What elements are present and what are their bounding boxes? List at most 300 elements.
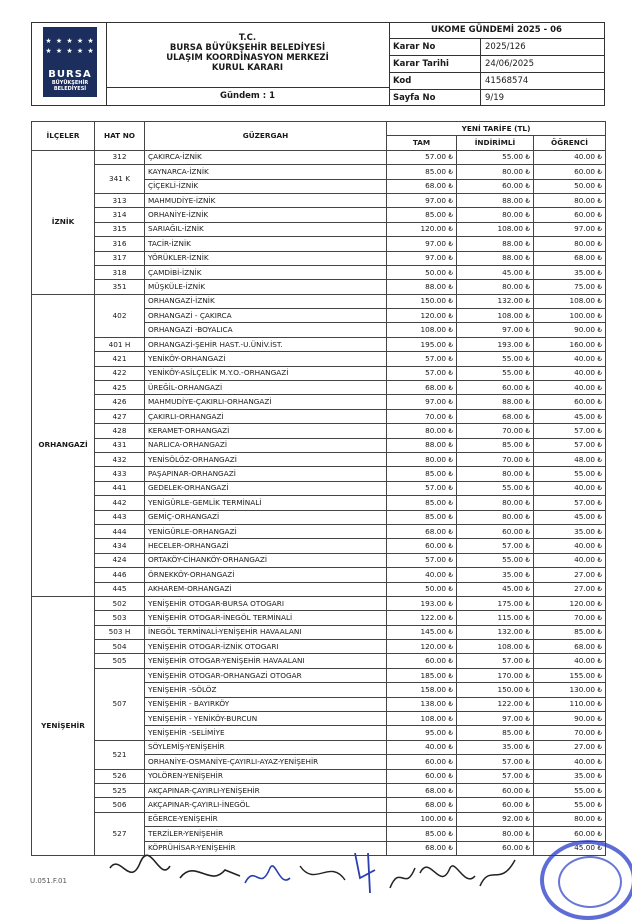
indirimli-cell: 80.00 ₺ xyxy=(457,467,534,481)
meta-row-sayfa-no xyxy=(389,90,604,107)
indirimli-cell: 55.00 ₺ xyxy=(457,366,534,380)
meta-label: Karar No xyxy=(393,42,436,52)
ogrenci-cell: 130.00 ₺ xyxy=(534,683,606,697)
logo-city: BURSA xyxy=(48,69,92,80)
route-cell: ORHANGAZİ - ÇAKIRCA xyxy=(145,309,387,323)
hat-no-cell: 427 xyxy=(95,409,145,423)
meta-row-karar-no xyxy=(389,39,604,56)
tam-cell: 68.00 ₺ xyxy=(387,841,457,855)
route-cell: YENİKÖY-ORHANGAZİ xyxy=(145,352,387,366)
tam-cell: 95.00 ₺ xyxy=(387,726,457,740)
hat-no-cell: 402 xyxy=(95,294,145,337)
col-header-ogrenci: ÖĞRENCİ xyxy=(534,136,606,150)
bursa-logo xyxy=(43,27,97,97)
hat-no-cell: 443 xyxy=(95,510,145,524)
col-header-ilce: İLÇELER xyxy=(32,122,95,151)
hat-no-cell: 313 xyxy=(95,193,145,207)
route-cell: MAHMUDİYE-İZNİK xyxy=(145,193,387,207)
ogrenci-cell: 160.00 ₺ xyxy=(534,337,606,351)
route-cell: YENİŞEHİR OTOGAR-YENİŞEHİR HAVAALANI xyxy=(145,654,387,668)
hat-no-cell: 341 K xyxy=(95,165,145,194)
indirimli-cell: 80.00 ₺ xyxy=(457,165,534,179)
route-cell: YENİŞEHİR OTOGAR-İZNİK OTOGARI xyxy=(145,640,387,654)
indirimli-cell: 35.00 ₺ xyxy=(457,568,534,582)
ilce-cell: İZNİK xyxy=(32,150,95,294)
ogrenci-cell: 70.00 ₺ xyxy=(534,611,606,625)
route-cell: PAŞAPINAR-ORHANGAZİ xyxy=(145,467,387,481)
indirimli-cell: 55.00 ₺ xyxy=(457,481,534,495)
table-row xyxy=(32,395,606,409)
table-row xyxy=(32,539,606,553)
tam-cell: 60.00 ₺ xyxy=(387,654,457,668)
ogrenci-cell: 97.00 ₺ xyxy=(534,222,606,236)
hat-no-cell: 434 xyxy=(95,539,145,553)
table-row xyxy=(32,165,606,179)
indirimli-cell: 60.00 ₺ xyxy=(457,783,534,797)
table-row xyxy=(32,280,606,294)
header-row-1 xyxy=(32,122,606,136)
form-code: U.051.F.01 xyxy=(30,877,67,885)
hat-no-cell: 506 xyxy=(95,798,145,812)
route-cell: KAYNARCA-İZNİK xyxy=(145,165,387,179)
tam-cell: 100.00 ₺ xyxy=(387,812,457,826)
hat-no-cell: 503 xyxy=(95,611,145,625)
ogrenci-cell: 70.00 ₺ xyxy=(534,726,606,740)
indirimli-cell: 60.00 ₺ xyxy=(457,841,534,855)
ogrenci-cell: 68.00 ₺ xyxy=(534,251,606,265)
route-cell: YENİŞEHİR OTOGAR-İNEGÖL TERMİNALİ xyxy=(145,611,387,625)
route-cell: EĞERCE-YENİŞEHİR xyxy=(145,812,387,826)
ogrenci-cell: 40.00 ₺ xyxy=(534,755,606,769)
tam-cell: 68.00 ₺ xyxy=(387,179,457,193)
tam-cell: 145.00 ₺ xyxy=(387,625,457,639)
table-row xyxy=(32,222,606,236)
meta-label: Kod xyxy=(393,76,412,86)
hat-no-cell: 521 xyxy=(95,740,145,769)
ogrenci-cell: 55.00 ₺ xyxy=(534,467,606,481)
tam-cell: 60.00 ₺ xyxy=(387,769,457,783)
tam-cell: 50.00 ₺ xyxy=(387,582,457,596)
indirimli-cell: 57.00 ₺ xyxy=(457,755,534,769)
route-cell: AKÇAPINAR-ÇAYIRLI-YENİŞEHİR xyxy=(145,783,387,797)
table-row xyxy=(32,193,606,207)
ogrenci-cell: 100.00 ₺ xyxy=(534,309,606,323)
tam-cell: 122.00 ₺ xyxy=(387,611,457,625)
hat-no-cell: 445 xyxy=(95,582,145,596)
official-stamp xyxy=(540,840,632,920)
indirimli-cell: 57.00 ₺ xyxy=(457,654,534,668)
indirimli-cell: 60.00 ₺ xyxy=(457,381,534,395)
tam-cell: 80.00 ₺ xyxy=(387,452,457,466)
tam-cell: 158.00 ₺ xyxy=(387,683,457,697)
route-cell: AKHAREM-ORHANGAZİ xyxy=(145,582,387,596)
route-cell: KERAMET-ORHANGAZİ xyxy=(145,424,387,438)
logo-subtitle xyxy=(43,80,97,92)
tam-cell: 68.00 ₺ xyxy=(387,798,457,812)
table-row xyxy=(32,150,606,164)
table-row xyxy=(32,481,606,495)
ogrenci-cell: 60.00 ₺ xyxy=(534,165,606,179)
route-cell: YENİŞEHİR OTOGAR-ORHANGAZİ OTOGAR xyxy=(145,668,387,682)
table-row xyxy=(32,208,606,222)
hat-no-cell: 433 xyxy=(95,467,145,481)
tam-cell: 85.00 ₺ xyxy=(387,208,457,222)
tam-cell: 68.00 ₺ xyxy=(387,524,457,538)
logo-stars: ★ ★ ★ ★ ★ xyxy=(45,37,95,45)
title-line-4: KURUL KARARI xyxy=(211,63,284,73)
hat-no-cell: 441 xyxy=(95,481,145,495)
hat-no-cell: 502 xyxy=(95,596,145,610)
table-row xyxy=(32,769,606,783)
hat-no-cell: 431 xyxy=(95,438,145,452)
table-body xyxy=(32,150,606,855)
indirimli-cell: 55.00 ₺ xyxy=(457,352,534,366)
tam-cell: 60.00 ₺ xyxy=(387,755,457,769)
table-row xyxy=(32,237,606,251)
signatures xyxy=(100,848,520,900)
table-row xyxy=(32,265,606,279)
tam-cell: 85.00 ₺ xyxy=(387,510,457,524)
hat-no-cell: 526 xyxy=(95,769,145,783)
table-row xyxy=(32,251,606,265)
hat-no-cell: 505 xyxy=(95,654,145,668)
ogrenci-cell: 75.00 ₺ xyxy=(534,280,606,294)
tam-cell: 97.00 ₺ xyxy=(387,237,457,251)
table-row xyxy=(32,438,606,452)
indirimli-cell: 57.00 ₺ xyxy=(457,769,534,783)
ogrenci-cell: 57.00 ₺ xyxy=(534,496,606,510)
route-cell: HECELER-ORHANGAZİ xyxy=(145,539,387,553)
meta-row-kod xyxy=(389,73,604,90)
ogrenci-cell: 40.00 ₺ xyxy=(534,654,606,668)
col-header-hat: HAT NO xyxy=(95,122,145,151)
ogrenci-cell: 35.00 ₺ xyxy=(534,524,606,538)
document-header xyxy=(31,22,605,106)
route-cell: ÇİÇEKLİ-İZNİK xyxy=(145,179,387,193)
table-row xyxy=(32,812,606,826)
indirimli-cell: 88.00 ₺ xyxy=(457,395,534,409)
ogrenci-cell: 90.00 ₺ xyxy=(534,712,606,726)
route-cell: ÇAKIRCA-İZNİK xyxy=(145,150,387,164)
ogrenci-cell: 35.00 ₺ xyxy=(534,265,606,279)
tam-cell: 88.00 ₺ xyxy=(387,438,457,452)
meta-value: 2025/126 xyxy=(480,39,605,55)
tam-cell: 68.00 ₺ xyxy=(387,783,457,797)
ogrenci-cell: 27.00 ₺ xyxy=(534,740,606,754)
indirimli-cell: 55.00 ₺ xyxy=(457,553,534,567)
hat-no-cell: 504 xyxy=(95,640,145,654)
table-row xyxy=(32,568,606,582)
ogrenci-cell: 120.00 ₺ xyxy=(534,596,606,610)
indirimli-cell: 88.00 ₺ xyxy=(457,193,534,207)
route-cell: YENİGÜRLE-ORHANGAZİ xyxy=(145,524,387,538)
tariff-table xyxy=(31,121,606,856)
meta-value: 41568574 xyxy=(480,73,605,89)
table-row xyxy=(32,740,606,754)
route-cell: ÖRNEKKÖY-ORHANGAZİ xyxy=(145,568,387,582)
table-row xyxy=(32,783,606,797)
ogrenci-cell: 80.00 ₺ xyxy=(534,193,606,207)
gundem-label: Gündem : 1 xyxy=(106,87,390,105)
tam-cell: 193.00 ₺ xyxy=(387,596,457,610)
route-cell: ORHANİYE-OSMANİYE-ÇAYIRLI-AYAZ-YENİŞEHİR xyxy=(145,755,387,769)
hat-no-cell: 315 xyxy=(95,222,145,236)
indirimli-cell: 175.00 ₺ xyxy=(457,596,534,610)
hat-no-cell: 525 xyxy=(95,783,145,797)
indirimli-cell: 170.00 ₺ xyxy=(457,668,534,682)
tam-cell: 85.00 ₺ xyxy=(387,496,457,510)
ogrenci-cell: 57.00 ₺ xyxy=(534,424,606,438)
hat-no-cell: 428 xyxy=(95,424,145,438)
indirimli-cell: 45.00 ₺ xyxy=(457,265,534,279)
table-row xyxy=(32,424,606,438)
indirimli-cell: 85.00 ₺ xyxy=(457,726,534,740)
route-cell: KÖPRÜHİSAR-YENİŞEHİR xyxy=(145,841,387,855)
indirimli-cell: 115.00 ₺ xyxy=(457,611,534,625)
indirimli-cell: 80.00 ₺ xyxy=(457,280,534,294)
ogrenci-cell: 60.00 ₺ xyxy=(534,827,606,841)
indirimli-cell: 85.00 ₺ xyxy=(457,438,534,452)
hat-no-cell: 527 xyxy=(95,812,145,855)
route-cell: YENİKÖY-ASİLÇELİK M.Y.O.-ORHANGAZİ xyxy=(145,366,387,380)
route-cell: SÖYLEMİŞ-YENİŞEHİR xyxy=(145,740,387,754)
hat-no-cell: 425 xyxy=(95,381,145,395)
table-row xyxy=(32,654,606,668)
table-row xyxy=(32,625,606,639)
indirimli-cell: 35.00 ₺ xyxy=(457,740,534,754)
hat-no-cell: 316 xyxy=(95,237,145,251)
route-cell: YENİŞEHİR OTOGAR-BURSA OTOGARI xyxy=(145,596,387,610)
hat-no-cell: 318 xyxy=(95,265,145,279)
hat-no-cell: 503 H xyxy=(95,625,145,639)
title-line-3: ULAŞIM KOORDİNASYON MERKEZİ xyxy=(166,53,329,63)
route-cell: ÇAMDİBİ-İZNİK xyxy=(145,265,387,279)
indirimli-cell: 55.00 ₺ xyxy=(457,150,534,164)
meta-value: 9/19 xyxy=(480,90,605,106)
ilce-cell: ORHANGAZİ xyxy=(32,294,95,596)
table-row xyxy=(32,582,606,596)
meta-label: Karar Tarihi xyxy=(393,59,449,69)
route-cell: YENİGÜRLE-GEMLİK TERMİNALİ xyxy=(145,496,387,510)
table-row xyxy=(32,611,606,625)
ogrenci-cell: 55.00 ₺ xyxy=(534,783,606,797)
table-row xyxy=(32,553,606,567)
indirimli-cell: 68.00 ₺ xyxy=(457,409,534,423)
logo-cell xyxy=(32,23,107,105)
logo-sub-1: BÜYÜKŞEHİR xyxy=(51,80,89,86)
indirimli-cell: 108.00 ₺ xyxy=(457,309,534,323)
ogrenci-cell: 40.00 ₺ xyxy=(534,539,606,553)
route-cell: YÖRÜKLER-İZNİK xyxy=(145,251,387,265)
hat-no-cell: 317 xyxy=(95,251,145,265)
title-line-1: T.C. xyxy=(238,33,257,43)
ogrenci-cell: 60.00 ₺ xyxy=(534,395,606,409)
ogrenci-cell: 40.00 ₺ xyxy=(534,150,606,164)
route-cell: MAHMUDİYE-ÇAKIRLI-ORHANGAZİ xyxy=(145,395,387,409)
tam-cell: 97.00 ₺ xyxy=(387,193,457,207)
col-header-tam: TAM xyxy=(387,136,457,150)
tam-cell: 185.00 ₺ xyxy=(387,668,457,682)
tam-cell: 97.00 ₺ xyxy=(387,395,457,409)
ogrenci-cell: 40.00 ₺ xyxy=(534,366,606,380)
tam-cell: 68.00 ₺ xyxy=(387,381,457,395)
hat-no-cell: 421 xyxy=(95,352,145,366)
ogrenci-cell: 90.00 ₺ xyxy=(534,323,606,337)
table-row xyxy=(32,510,606,524)
indirimli-cell: 108.00 ₺ xyxy=(457,222,534,236)
table-row xyxy=(32,640,606,654)
route-cell: AKÇAPINAR-ÇAYIRLI-İNEGÖL xyxy=(145,798,387,812)
tam-cell: 57.00 ₺ xyxy=(387,553,457,567)
table-row xyxy=(32,452,606,466)
hat-no-cell: 312 xyxy=(95,150,145,164)
table-row xyxy=(32,596,606,610)
meta-label: Sayfa No xyxy=(393,93,436,103)
indirimli-cell: 88.00 ₺ xyxy=(457,251,534,265)
indirimli-cell: 80.00 ₺ xyxy=(457,510,534,524)
route-cell: ORHANGAZİ-ŞEHİR HAST.-U.ÜNİV.İST. xyxy=(145,337,387,351)
indirimli-cell: 80.00 ₺ xyxy=(457,208,534,222)
table-row xyxy=(32,668,606,682)
tam-cell: 57.00 ₺ xyxy=(387,352,457,366)
tam-cell: 120.00 ₺ xyxy=(387,309,457,323)
table-row xyxy=(32,337,606,351)
tam-cell: 195.00 ₺ xyxy=(387,337,457,351)
ogrenci-cell: 45.00 ₺ xyxy=(534,510,606,524)
indirimli-cell: 132.00 ₺ xyxy=(457,625,534,639)
route-cell: YOLÖREN-YENİŞEHİR xyxy=(145,769,387,783)
tam-cell: 50.00 ₺ xyxy=(387,265,457,279)
meta-block xyxy=(389,23,604,105)
table-row xyxy=(32,524,606,538)
col-header-indirimli: İNDİRİMLİ xyxy=(457,136,534,150)
indirimli-cell: 193.00 ₺ xyxy=(457,337,534,351)
indirimli-cell: 122.00 ₺ xyxy=(457,697,534,711)
route-cell: ÇAKIRLI-ORHANGAZİ xyxy=(145,409,387,423)
ogrenci-cell: 108.00 ₺ xyxy=(534,294,606,308)
tam-cell: 57.00 ₺ xyxy=(387,366,457,380)
indirimli-cell: 150.00 ₺ xyxy=(457,683,534,697)
indirimli-cell: 70.00 ₺ xyxy=(457,452,534,466)
indirimli-cell: 132.00 ₺ xyxy=(457,294,534,308)
tam-cell: 70.00 ₺ xyxy=(387,409,457,423)
route-cell: YENİŞEHİR - BAYIRKÖY xyxy=(145,697,387,711)
tam-cell: 60.00 ₺ xyxy=(387,539,457,553)
ogrenci-cell: 57.00 ₺ xyxy=(534,438,606,452)
tam-cell: 85.00 ₺ xyxy=(387,827,457,841)
ogrenci-cell: 40.00 ₺ xyxy=(534,553,606,567)
ogrenci-cell: 27.00 ₺ xyxy=(534,582,606,596)
stamp-inner-ring xyxy=(558,856,622,908)
route-cell: TACİR-İZNİK xyxy=(145,237,387,251)
indirimli-cell: 60.00 ₺ xyxy=(457,798,534,812)
indirimli-cell: 60.00 ₺ xyxy=(457,524,534,538)
ilce-cell: YENİŞEHİR xyxy=(32,596,95,855)
ogrenci-cell: 48.00 ₺ xyxy=(534,452,606,466)
tam-cell: 57.00 ₺ xyxy=(387,150,457,164)
ogrenci-cell: 155.00 ₺ xyxy=(534,668,606,682)
tam-cell: 108.00 ₺ xyxy=(387,323,457,337)
meta-value: 24/06/2025 xyxy=(480,56,605,72)
table-row xyxy=(32,352,606,366)
title-line-2: BURSA BÜYÜKŞEHİR BELEDİYESİ xyxy=(169,43,326,53)
indirimli-cell: 97.00 ₺ xyxy=(457,712,534,726)
header-title xyxy=(106,23,390,88)
route-cell: GEMİÇ-ORHANGAZİ xyxy=(145,510,387,524)
table-row xyxy=(32,294,606,308)
indirimli-cell: 60.00 ₺ xyxy=(457,179,534,193)
route-cell: ORHANİYE-İZNİK xyxy=(145,208,387,222)
tam-cell: 40.00 ₺ xyxy=(387,740,457,754)
indirimli-cell: 92.00 ₺ xyxy=(457,812,534,826)
hat-no-cell: 442 xyxy=(95,496,145,510)
route-cell: ORHANGAZİ -BOYALICA xyxy=(145,323,387,337)
route-cell: SARIAĞIL-İZNİK xyxy=(145,222,387,236)
ogrenci-cell: 80.00 ₺ xyxy=(534,812,606,826)
indirimli-cell: 88.00 ₺ xyxy=(457,237,534,251)
route-cell: GEDELEK-ORHANGAZİ xyxy=(145,481,387,495)
tam-cell: 57.00 ₺ xyxy=(387,481,457,495)
ogrenci-cell: 80.00 ₺ xyxy=(534,237,606,251)
table-row xyxy=(32,381,606,395)
indirimli-cell: 108.00 ₺ xyxy=(457,640,534,654)
tam-cell: 108.00 ₺ xyxy=(387,712,457,726)
route-cell: YENİŞEHİR - YENİKÖY-BURCUN xyxy=(145,712,387,726)
indirimli-cell: 80.00 ₺ xyxy=(457,496,534,510)
ogrenci-cell: 40.00 ₺ xyxy=(534,381,606,395)
ogrenci-cell: 45.00 ₺ xyxy=(534,841,606,855)
tam-cell: 85.00 ₺ xyxy=(387,165,457,179)
tam-cell: 120.00 ₺ xyxy=(387,222,457,236)
table-row xyxy=(32,409,606,423)
indirimli-cell: 80.00 ₺ xyxy=(457,827,534,841)
route-cell: MÜŞKÜLE-İZNİK xyxy=(145,280,387,294)
indirimli-cell: 97.00 ₺ xyxy=(457,323,534,337)
table-row xyxy=(32,467,606,481)
meta-title: UKOME GÜNDEMİ 2025 - 06 xyxy=(389,23,604,39)
meta-row-karar-tarihi xyxy=(389,56,604,73)
hat-no-cell: 444 xyxy=(95,524,145,538)
logo-stars-2: ★ ★ ★ ★ ★ xyxy=(45,47,95,55)
route-cell: TERZİLER-YENİŞEHİR xyxy=(145,827,387,841)
table-row xyxy=(32,798,606,812)
route-cell: ORTAKÖY-CİHANKÖY-ORHANGAZİ xyxy=(145,553,387,567)
route-cell: YENİSÖLÖZ-ORHANGAZİ xyxy=(145,452,387,466)
table-row xyxy=(32,366,606,380)
tam-cell: 85.00 ₺ xyxy=(387,467,457,481)
route-cell: ÜREĞİL-ORHANGAZİ xyxy=(145,381,387,395)
tam-cell: 40.00 ₺ xyxy=(387,568,457,582)
hat-no-cell: 426 xyxy=(95,395,145,409)
hat-no-cell: 507 xyxy=(95,668,145,740)
route-cell: YENİŞEHİR -SÖLÖZ xyxy=(145,683,387,697)
ogrenci-cell: 110.00 ₺ xyxy=(534,697,606,711)
ogrenci-cell: 50.00 ₺ xyxy=(534,179,606,193)
logo-sub-2: BELEDİYESİ xyxy=(53,86,87,92)
tam-cell: 120.00 ₺ xyxy=(387,640,457,654)
hat-no-cell: 432 xyxy=(95,452,145,466)
ogrenci-cell: 68.00 ₺ xyxy=(534,640,606,654)
tam-cell: 138.00 ₺ xyxy=(387,697,457,711)
hat-no-cell: 401 H xyxy=(95,337,145,351)
tam-cell: 97.00 ₺ xyxy=(387,251,457,265)
indirimli-cell: 57.00 ₺ xyxy=(457,539,534,553)
ogrenci-cell: 45.00 ₺ xyxy=(534,409,606,423)
ogrenci-cell: 35.00 ₺ xyxy=(534,769,606,783)
route-cell: YENİŞEHİR -SELİMİYE xyxy=(145,726,387,740)
ogrenci-cell: 27.00 ₺ xyxy=(534,568,606,582)
indirimli-cell: 70.00 ₺ xyxy=(457,424,534,438)
